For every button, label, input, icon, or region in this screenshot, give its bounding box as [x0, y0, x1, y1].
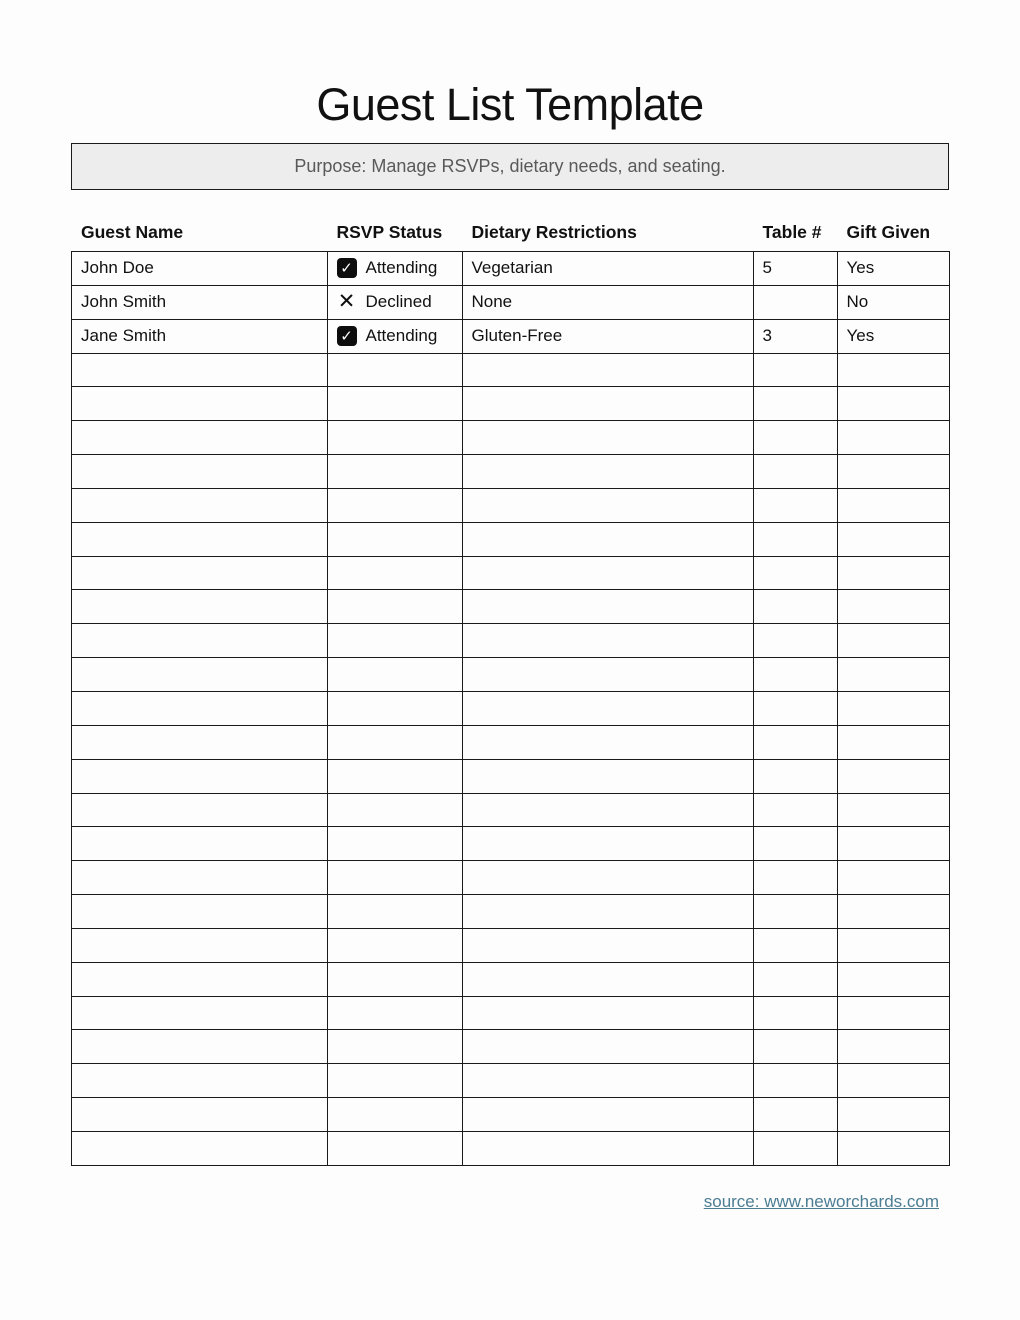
table-row-empty — [72, 421, 950, 455]
table-row-empty — [72, 353, 950, 387]
empty-cell — [753, 827, 837, 861]
empty-cell — [753, 1098, 837, 1132]
empty-cell — [327, 895, 462, 929]
empty-cell — [72, 793, 328, 827]
page-title: Guest List Template — [316, 79, 704, 130]
table-row-empty — [72, 691, 950, 725]
empty-cell — [462, 658, 753, 692]
empty-cell — [753, 658, 837, 692]
empty-cell — [837, 962, 950, 996]
checkbox-checked-icon — [337, 258, 357, 278]
column-header-gift-given: Gift Given — [846, 222, 931, 242]
table-row-empty — [72, 759, 950, 793]
column-header-rsvp-status: RSVP Status — [336, 222, 443, 242]
empty-cell — [753, 624, 837, 658]
empty-cell — [327, 725, 462, 759]
empty-cell — [753, 861, 837, 895]
empty-cell — [327, 1030, 462, 1064]
empty-cell — [753, 759, 837, 793]
empty-cell — [462, 1030, 753, 1064]
empty-cell — [327, 1064, 462, 1098]
empty-cell — [72, 353, 328, 387]
gift-given-cell: Yes — [837, 252, 950, 286]
empty-cell — [462, 353, 753, 387]
empty-cell — [72, 996, 328, 1030]
table-number-cell — [753, 285, 837, 319]
empty-cell — [837, 827, 950, 861]
table-row-empty — [72, 793, 950, 827]
empty-cell — [837, 624, 950, 658]
gift-given-cell: No — [837, 285, 950, 319]
guest-table — [71, 251, 950, 1166]
table-row-empty — [72, 725, 950, 759]
empty-cell — [72, 759, 328, 793]
dietary-restrictions-cell: Gluten-Free — [462, 319, 753, 353]
empty-cell — [753, 725, 837, 759]
empty-cell — [72, 691, 328, 725]
guest-name-cell: Jane Smith — [72, 319, 328, 353]
table-row-empty — [72, 1098, 950, 1132]
empty-cell — [327, 996, 462, 1030]
table-row-empty — [72, 827, 950, 861]
empty-cell — [327, 387, 462, 421]
rsvp-status-cell — [327, 252, 462, 286]
empty-cell — [462, 691, 753, 725]
empty-cell — [72, 928, 328, 962]
table-row-empty — [72, 387, 950, 421]
empty-cell — [753, 488, 837, 522]
empty-cell — [462, 759, 753, 793]
table-row-empty — [72, 895, 950, 929]
empty-cell — [462, 861, 753, 895]
empty-cell — [837, 759, 950, 793]
empty-cell — [462, 895, 753, 929]
empty-cell — [72, 861, 328, 895]
empty-cell — [837, 658, 950, 692]
rsvp-status-cell — [327, 285, 462, 319]
empty-cell — [753, 455, 837, 489]
empty-cell — [837, 725, 950, 759]
empty-cell — [837, 488, 950, 522]
empty-cell — [72, 488, 328, 522]
empty-cell — [72, 522, 328, 556]
table-row-empty — [72, 556, 950, 590]
empty-cell — [327, 1131, 462, 1165]
empty-cell — [462, 590, 753, 624]
empty-cell — [72, 421, 328, 455]
empty-cell — [327, 353, 462, 387]
empty-cell — [837, 996, 950, 1030]
checkbox-checked-icon — [337, 326, 357, 346]
rsvp-status-label: Attending — [365, 258, 438, 278]
empty-cell — [837, 556, 950, 590]
empty-cell — [72, 962, 328, 996]
empty-cell — [837, 387, 950, 421]
empty-cell — [753, 1064, 837, 1098]
empty-cell — [837, 1030, 950, 1064]
purpose-banner — [71, 143, 949, 190]
empty-cell — [462, 996, 753, 1030]
empty-cell — [72, 1131, 328, 1165]
empty-cell — [462, 928, 753, 962]
table-row — [72, 285, 950, 319]
empty-cell — [327, 590, 462, 624]
table-number-cell: 3 — [753, 319, 837, 353]
empty-cell — [327, 455, 462, 489]
table-number-cell: 5 — [753, 252, 837, 286]
table-row-empty — [72, 522, 950, 556]
empty-cell — [462, 1131, 753, 1165]
empty-cell — [837, 522, 950, 556]
table-row-empty — [72, 488, 950, 522]
column-header-table-number: Table # — [762, 222, 822, 242]
empty-cell — [753, 522, 837, 556]
empty-cell — [837, 353, 950, 387]
empty-cell — [72, 895, 328, 929]
purpose-text: Purpose: Manage RSVPs, dietary needs, and seating. — [294, 156, 726, 176]
empty-cell — [72, 590, 328, 624]
source-row — [71, 1192, 949, 1212]
empty-cell — [72, 1064, 328, 1098]
empty-cell — [753, 793, 837, 827]
empty-cell — [462, 522, 753, 556]
empty-cell — [462, 793, 753, 827]
empty-cell — [72, 827, 328, 861]
empty-cell — [462, 488, 753, 522]
empty-cell — [462, 624, 753, 658]
empty-cell — [327, 691, 462, 725]
column-header-dietary-restrictions: Dietary Restrictions — [471, 222, 637, 242]
empty-cell — [327, 421, 462, 455]
guest-name-cell: John Doe — [72, 252, 328, 286]
table-row-empty — [72, 624, 950, 658]
empty-cell — [753, 387, 837, 421]
table-column-headers — [71, 222, 949, 243]
empty-cell — [72, 387, 328, 421]
empty-cell — [327, 488, 462, 522]
empty-cell — [327, 861, 462, 895]
empty-cell — [327, 827, 462, 861]
empty-cell — [837, 895, 950, 929]
source-link[interactable]: source: www.neworchards.com — [703, 1191, 939, 1211]
empty-cell — [837, 793, 950, 827]
empty-cell — [753, 962, 837, 996]
table-row-empty — [72, 861, 950, 895]
table-row-empty — [72, 1131, 950, 1165]
empty-cell — [462, 556, 753, 590]
empty-cell — [327, 624, 462, 658]
empty-cell — [462, 725, 753, 759]
empty-cell — [327, 793, 462, 827]
empty-cell — [753, 928, 837, 962]
empty-cell — [753, 996, 837, 1030]
empty-cell — [753, 1131, 837, 1165]
x-mark-icon — [337, 292, 357, 312]
empty-cell — [72, 1030, 328, 1064]
empty-cell — [462, 827, 753, 861]
guest-name-cell: John Smith — [72, 285, 328, 319]
empty-cell — [837, 691, 950, 725]
empty-cell — [753, 421, 837, 455]
empty-cell — [462, 1064, 753, 1098]
empty-cell — [837, 590, 950, 624]
empty-cell — [753, 1030, 837, 1064]
table-row — [72, 252, 950, 286]
gift-given-cell: Yes — [837, 319, 950, 353]
empty-cell — [327, 962, 462, 996]
table-row-empty — [72, 928, 950, 962]
table-row-empty — [72, 996, 950, 1030]
empty-cell — [837, 1064, 950, 1098]
empty-cell — [753, 691, 837, 725]
empty-cell — [753, 353, 837, 387]
empty-cell — [753, 895, 837, 929]
empty-cell — [327, 759, 462, 793]
table-row-empty — [72, 590, 950, 624]
empty-cell — [327, 1098, 462, 1132]
rsvp-status-label: Declined — [365, 291, 432, 311]
table-row-empty — [72, 455, 950, 489]
empty-cell — [837, 455, 950, 489]
empty-cell — [462, 1098, 753, 1132]
empty-cell — [72, 624, 328, 658]
table-row-empty — [72, 1064, 950, 1098]
empty-cell — [837, 1131, 950, 1165]
rsvp-status-cell — [327, 319, 462, 353]
empty-cell — [72, 556, 328, 590]
empty-cell — [72, 725, 328, 759]
empty-cell — [327, 928, 462, 962]
table-row-empty — [72, 658, 950, 692]
column-header-guest-name: Guest Name — [81, 222, 184, 242]
dietary-restrictions-cell: Vegetarian — [462, 252, 753, 286]
empty-cell — [72, 658, 328, 692]
empty-cell — [837, 1098, 950, 1132]
empty-cell — [72, 455, 328, 489]
empty-cell — [837, 861, 950, 895]
empty-cell — [462, 962, 753, 996]
dietary-restrictions-cell: None — [462, 285, 753, 319]
empty-cell — [462, 455, 753, 489]
empty-cell — [753, 556, 837, 590]
rsvp-status-label: Attending — [365, 326, 438, 346]
table-row-empty — [72, 962, 950, 996]
empty-cell — [327, 522, 462, 556]
empty-cell — [837, 928, 950, 962]
empty-cell — [327, 556, 462, 590]
empty-cell — [837, 421, 950, 455]
table-row — [72, 319, 950, 353]
empty-cell — [327, 658, 462, 692]
empty-cell — [462, 421, 753, 455]
empty-cell — [72, 1098, 328, 1132]
empty-cell — [753, 590, 837, 624]
empty-cell — [462, 387, 753, 421]
table-row-empty — [72, 1030, 950, 1064]
